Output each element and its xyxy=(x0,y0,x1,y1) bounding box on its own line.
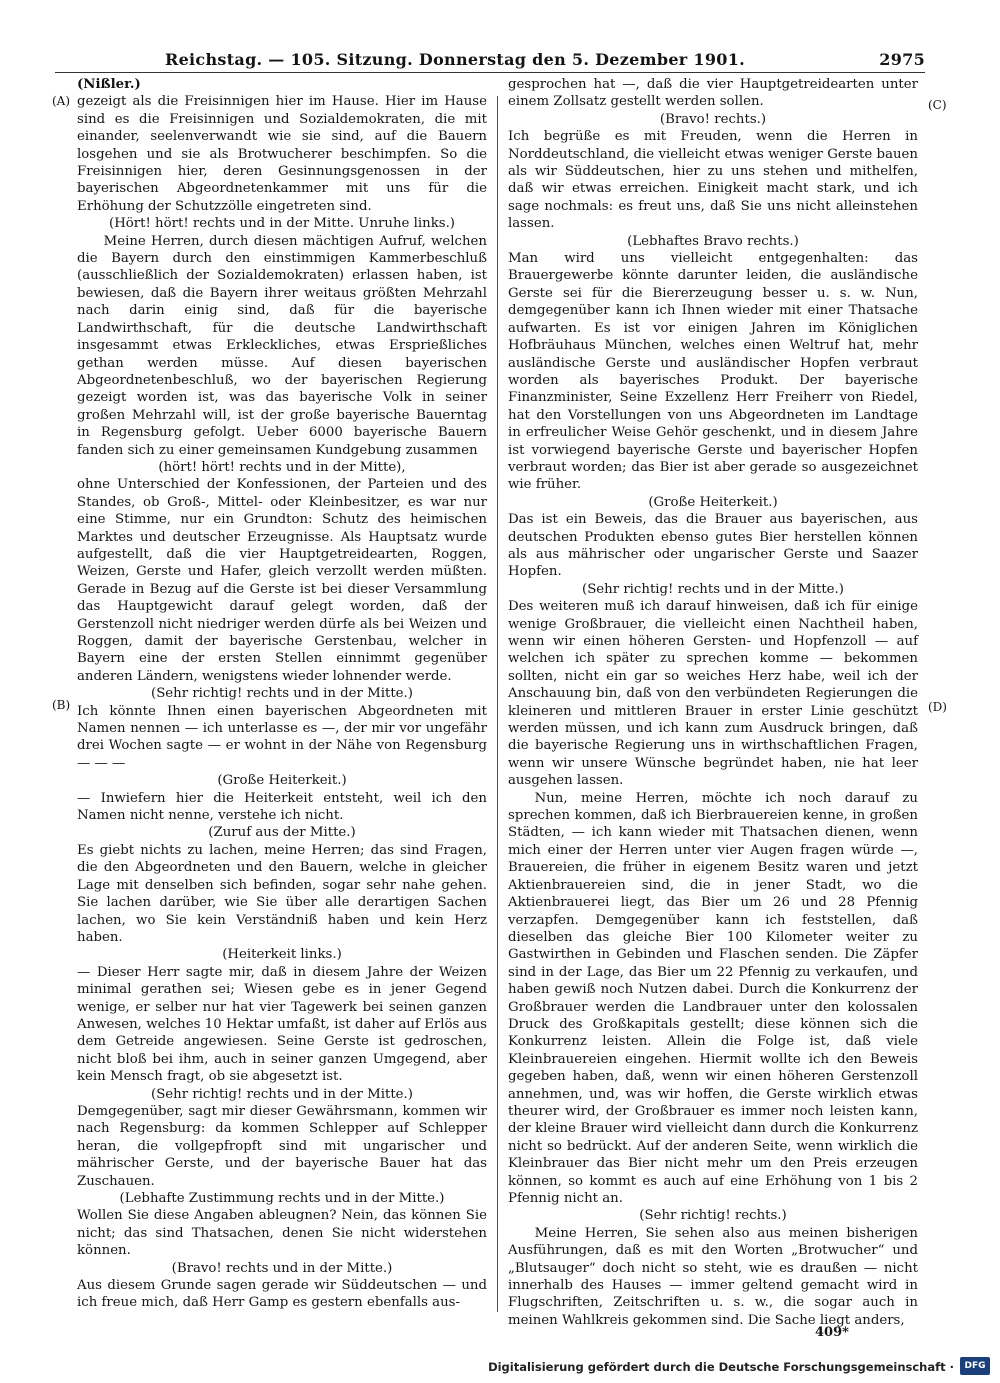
paragraph: Aus diesem Grunde sagen gerade wir Süddeutschen — und ich freue mich, daß Herr Gamp es gestern ebenfalls aus- xyxy=(77,1278,487,1311)
stage-direction: (Bravo! rechts und in der Mitte.) xyxy=(171,1260,393,1276)
stage-direction: (Sehr richtig! rechts und in der Mitte.) xyxy=(151,686,413,702)
paragraph: Es giebt nichts zu lachen, meine Herren; das sind Fragen, die den Abgeordneten und den Bauern, welche in gleicher Lage mit denselben sich befinden, sogar sehr nahe gehen. Sie lachen darüber, wie Sie über alle derartigen Sachen lachen, wo Sie kein Verständniß haben und kein Herz haben. xyxy=(77,842,487,945)
stage-direction: (Große Heiterkeit.) xyxy=(217,773,347,789)
paragraph: — Dieser Herr sagte mir, daß in diesem Jahre der Weizen minimal gerathen sei; Wiesen gebe es in jener Gegend wenige, er selber nur hat vier Tagewerk bei seinen ganzen Anwesen, welches 10 Hektar umfaßt, ist daher auf Erlös aus dem Getreide angewiesen. Seine Gerste ist gedroschen, nicht bloß bei ihm, auch in seiner ganzen Umgegend, aber kein Mensch fragt, ob sie abgesetzt ist. xyxy=(77,964,487,1085)
paragraph: Man wird uns vielleicht entgegenhalten: das Brauergewerbe könnte darunter leiden, die ausländische Gerste sei für die Biererzeugung besser u. s. w. Nun, demgegenüber kann ich Ihnen wieder mit einer Thatsache aufwarten. Es ist vor einigen Jahren im Königlichen Hofbräuhaus München, welches einen Weltruf hat, mehr ausländische Gerste und ausländischer Hopfen verbraut worden als bayerisches Produkt. Der bayerische Finanzminister, Seine Exzellenz Herr Freiherr von Riedel, hat den Vorstellungen von uns Abgeordneten im Landtage in erfreulicher Weise Gehör geschenkt, und in diesem Jahre ist vorwiegend bayerische Gerste und bayerischer Hopfen verbraut worden; das Bier ist aber gerade so ausgezeichnet wie früher. xyxy=(508,251,918,493)
stage-direction: (Hört! hört! rechts und in der Mitte. Unruhe links.) xyxy=(109,216,455,232)
page-header xyxy=(55,50,925,74)
speaker-name: (Nißler.) xyxy=(77,77,141,92)
column-divider xyxy=(497,96,498,1312)
paragraph: Ich könnte Ihnen einen bayerischen Abgeordneten mit Namen nennen — ich unterlasse es —, der mir vor ungefähr drei Wochen sagte — er wohnt in der Nähe von Regensburg — — — xyxy=(77,703,487,771)
left-column xyxy=(77,76,487,1312)
paragraph: — Inwiefern hier die Heiterkeit entsteht, weil ich den Namen nicht nenne, verstehe ich nicht. xyxy=(77,790,487,824)
stage-direction: (hört! hört! rechts und in der Mitte), xyxy=(158,459,406,475)
page-footer xyxy=(0,1356,1000,1380)
stage-direction: (Sehr richtig! rechts.) xyxy=(639,1208,787,1224)
stage-direction: (Heiterkeit links.) xyxy=(222,947,342,963)
header-rule xyxy=(55,72,925,73)
signature-mark: 409* xyxy=(815,1325,849,1340)
paragraph: gezeigt als die Freisinnigen hier im Hause. Hier im Hause sind es die Freisinnigen und Sozialdemokraten, die mit einander, seelenverwandt wie sie sind, auf die Bauern losgehen und sie als Brotwucherer beschimpfen. So die Freisinnigen hier, deren Gesinnungsgenossen in der bayerischen Abgeordnetenkammer mit uns für die Erhöhung der Schutzzölle eingetreten sind. xyxy=(77,94,487,214)
running-title: Reichstag. — 105. Sitzung. Donnerstag den 5. Dezember 1901. xyxy=(164,50,746,69)
stage-direction: (Lebhaftes Bravo rechts.) xyxy=(627,233,799,249)
paragraph: ohne Unterschied der Konfessionen, der Parteien und des Standes, ob Groß-, Mittel- oder Kleinbesitzer, es war nur eine Stimme, nur ein Grundton: Schutz des heimischen Marktes und deutscher Erzeugnisse. Als Hauptsatz wurde aufgestellt, daß die vier Hauptgetreidearten, Roggen, Weizen, Gerste und Hafer, gleich verzollt werden müßten. Gerade in Bezug auf die Gerste ist bei dieser Versammlung das Hauptgewicht darauf gelegt worden, daß der Gerstenzoll nicht niedriger werden dürfe als bei Weizen und Roggen, damit der bayerische Gerstenbau, welcher in Bayern eine der ersten Stellen einnimmt gegenüber anderen Ländern, wenigstens wieder lohnender werde. xyxy=(77,477,487,684)
paragraph: Wollen Sie diese Angaben ableugnen? Nein, das können Sie nicht; das sind Thatsachen, denen Sie nicht widerstehen können. xyxy=(77,1208,487,1259)
margin-marker-d: (D) xyxy=(928,700,947,714)
right-column xyxy=(508,76,918,1329)
stage-direction: (Sehr richtig! rechts und in der Mitte.) xyxy=(582,581,844,597)
margin-marker-b: (B) xyxy=(52,698,71,712)
stage-direction: (Sehr richtig! rechts und in der Mitte.) xyxy=(151,1086,413,1102)
stage-direction: (Lebhafte Zustimmung rechts und in der Mitte.) xyxy=(119,1191,445,1206)
paragraph: Des weiteren muß ich darauf hinweisen, daß ich für einige wenige Großbrauer, die vielleicht einen Nachtheil haben, wenn wir einen höheren Gersten- und Hopfenzoll — auf welchen ich später zu sprechen komme — bekommen sollten, nicht ein gar so weiches Herz habe, weil ich der Anschauung bin, daß von den verbündeten Regierungen die kleineren und mittleren Brauer in erster Linie geschützt werden müssen, und ich kann zum Ausdruck bringen, daß die bayerische Regierung uns in wirthschaftlichen Fragen, wenn wir unsere Wünsche begründet haben, nie hat leer ausgehen lassen. xyxy=(508,599,918,789)
paragraph: Meine Herren, Sie sehen also aus meinen bisherigen Ausführungen, daß es mit den Worten „Brotwucher“ und „Blutsauger“ doch nicht so steht, wie es draußen — nicht innerhalb des Hauses — immer geltend gemacht wird in Flugschriften, Zeitschriften u. s. w., die sogar auch in meinen Wahlkreis gekommen sind. Die Sache liegt anders, xyxy=(508,1225,918,1328)
stage-direction: (Große Heiterkeit.) xyxy=(648,494,778,510)
paragraph: Demgegenüber, sagt mir dieser Gewährsmann, kommen wir nach Regensburg: da kommen Schlepper auf Schlepper heran, die vollgepfropft sind mit ungarischer und mährischer Gerste, und der bayerische Bauer hat das Zuschauen. xyxy=(77,1103,487,1189)
margin-marker-c: (C) xyxy=(928,98,947,112)
stage-direction: (Bravo! rechts.) xyxy=(659,111,767,127)
paragraph: Das ist ein Beweis, das die Brauer aus bayerischen, aus deutschen Produkten ebenso gutes Bier herstellen können als aus mährischer oder ungarischer Gerste und Saazer Hopfen. xyxy=(508,512,918,580)
stage-direction: (Zuruf aus der Mitte.) xyxy=(208,825,356,841)
margin-marker-a: (A) xyxy=(52,94,71,108)
paragraph: Ich begrüße es mit Freuden, wenn die Herren in Norddeutschland, die vielleicht etwas weniger Gerste bauen als wir Süddeutschen, hier zu uns stehen und mithelfen, daß wir etwas erreichen. Einigkeit macht stark, und ich sage nochmals: es freut uns, daß Sie uns nicht alleinstehen lassen. xyxy=(508,129,918,232)
dfg-logo: DFG xyxy=(960,1357,990,1375)
paragraph: Nun, meine Herren, möchte ich noch darauf zu sprechen kommen, daß ich Bierbrauereien kenne, in großen Städten, — ich kann wieder mit Thatsachen dienen, wenn mich einer der Herren unter vier Augen fragen würde —, Brauereien, die früher in eigenem Besitz waren und jetzt Aktienbrauereien sind, die in jener Stadt, wo die Aktienbrauerei liegt, das Bier um 26 und 28 Pfennig verzapfen. Demgegenüber kann ich feststellen, daß dieselben das gleiche Bier 100 Kilometer weiter zu Gastwirthen in Gebinden und Flaschen senden. Die Zäpfer sind in der Lage, das Bier um 22 Pfennig zu verkaufen, und haben gewiß noch Nutzen dabei. Durch die Konkurrenz der Großbrauer werden die Landbrauer unter den kolossalen Druck des Großkapitals gestellt; diese können sich die Konkurrenz leisten. Allein die Folge ist, daß viele Kleinbrauereien eingehen. Hiermit wollte ich den Beweis gegeben haben, daß, wenn wir einen höheren Gerstenzoll annehmen, und, was wir hoffen, die Gerste wirklich etwas theurer wird, der Großbrauer es immer noch leisten kann, der kleine Brauer wird vielleicht dann durch die Konkurrenz nicht so bedrückt. Auf der anderen Seite, wenn wirklich die Kleinbrauer das Bier nicht mehr um den Preis erzeugen können, so kommt es auch auf eine Erhöhung von 1 bis 2 Pfennig nicht an. xyxy=(508,790,918,1206)
paragraph: gesprochen hat —, daß die vier Hauptgetreidearten unter einem Zollsatz gestellt werden sollen. xyxy=(508,77,918,110)
page-number: 2975 xyxy=(879,50,925,69)
paragraph: Meine Herren, durch diesen mächtigen Aufruf, welchen die Bayern durch den einstimmigen Kammerbeschluß (ausschließlich der Sozialdemokraten) erlassen haben, ist bewiesen, daß die Bayern ihrer weitaus größten Mehrzahl nach darin einig sind, daß für die bayerische Landwirthschaft, für die deutsche Landwirthschaft insgesammt etwas Erkleckliches, etwas Ersprießliches gethan werden müsse. Auf diesen bayerischen Abgeordnetenbeschluß, wo der bayerischen Regierung gezeigt worden ist, was das bayerische Volk in seiner großen Mehrzahl will, ist der große bayerische Bauerntag in Regensburg gefolgt. Ueber 6000 bayerische Bauern fanden sich zu einer gemeinsamen Kundgebung zusammen xyxy=(77,233,487,458)
funding-credit: Digitalisierung gefördert durch die Deutsche Forschungsgemeinschaft · xyxy=(488,1360,954,1374)
